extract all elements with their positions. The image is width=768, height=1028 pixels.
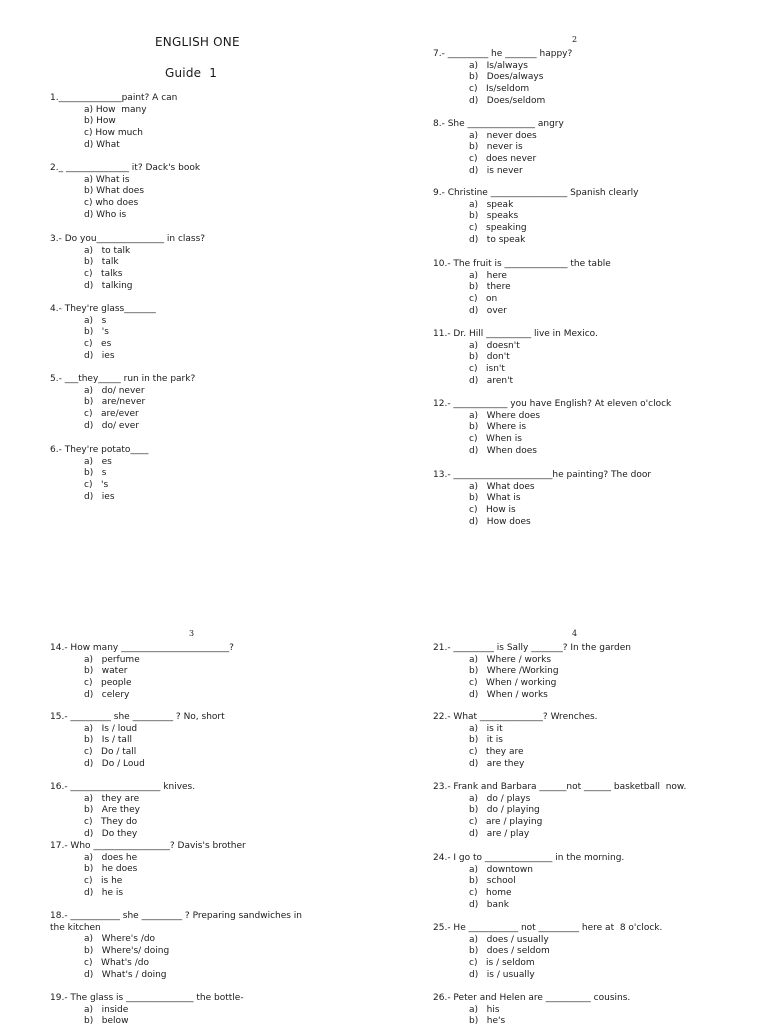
answer-option: b) do / playing: [469, 805, 540, 816]
answer-option: c) people: [84, 678, 132, 689]
answer-option: b) water: [84, 666, 128, 677]
answer-option: b) speaks: [469, 211, 519, 222]
answer-option: d) talking: [84, 280, 133, 291]
question-5: [50, 374, 195, 433]
answer-option: d) Do / Loud: [84, 758, 145, 769]
question-text: 15.- _________ she _________ ? No, short: [50, 712, 225, 722]
answer-option: d) to speak: [469, 234, 526, 245]
page-number: 4: [572, 629, 578, 638]
answer-option: b) Where /Working: [469, 666, 559, 677]
answer-option: a) is it: [469, 723, 503, 734]
answer-option: b) are/never: [84, 397, 146, 408]
answer-option: a) does he: [84, 852, 138, 863]
answer-option: c) on: [469, 294, 498, 305]
answer-option: a) Where does: [469, 410, 541, 421]
document-subtitle: Guide 1: [165, 66, 218, 80]
question-17: [50, 841, 246, 900]
answer-option: b) What is: [469, 493, 521, 504]
answer-option: b) Where's/ doing: [84, 946, 170, 957]
answer-option: c) How is: [469, 505, 516, 516]
answer-option: a) they are: [84, 793, 140, 804]
question-13: [433, 470, 651, 529]
answer-option: b) Is / tall: [84, 735, 132, 746]
question-9: [433, 188, 639, 247]
answer-option: c) who does: [84, 198, 139, 209]
answer-option: d) is / usually: [469, 969, 535, 980]
question-text: 21.- _________ is Sally _______? In the garden: [433, 643, 631, 653]
answer-option: c) they are: [469, 747, 524, 758]
document-title: ENGLISH ONE: [155, 35, 240, 49]
answer-option: a) never does: [469, 130, 537, 141]
answer-option: c) is he: [84, 876, 123, 887]
answer-option: b) never is: [469, 142, 523, 153]
answer-option: a) does / usually: [469, 934, 549, 945]
answer-option: c) 's: [84, 480, 109, 491]
question-text: 26.- Peter and Helen are __________ cousins.: [433, 993, 631, 1003]
answer-option: a) Where / works: [469, 654, 552, 665]
question-24: [433, 853, 624, 912]
answer-option: a) Is / loud: [84, 723, 138, 734]
question-text: 13.- ______________________he painting? The door: [433, 470, 652, 480]
answer-option: b) he's: [469, 1016, 506, 1027]
answer-option: a) es: [84, 456, 112, 467]
question-text: 7.- _________ he _______ happy?: [433, 49, 573, 59]
answer-option: d) What: [84, 139, 120, 150]
answer-option: a) perfume: [84, 654, 140, 665]
question-23: [433, 782, 686, 841]
answer-option: d) ies: [84, 350, 115, 361]
question-22: [433, 712, 598, 771]
question-2: [50, 163, 200, 222]
answer-option: a) inside: [84, 1004, 129, 1015]
answer-option: c) es: [84, 339, 112, 350]
question-text: 8.- She _______________ angry: [433, 119, 564, 129]
question-14: [50, 643, 234, 702]
answer-option: d) What's / doing: [84, 969, 167, 980]
answer-option: c) Do / tall: [84, 747, 137, 758]
question-16: [50, 782, 195, 841]
answer-option: d) over: [469, 305, 507, 316]
answer-option: d) When / works: [469, 689, 548, 700]
question-text: 2._ ______________ it? Dack's book: [50, 163, 201, 173]
answer-option: c) speaking: [469, 223, 527, 234]
answer-option: c) does never: [469, 154, 537, 165]
question-21: [433, 643, 631, 702]
answer-option: b) below: [84, 1016, 129, 1027]
answer-option: d) aren't: [469, 375, 514, 386]
answer-option: a) here: [469, 270, 507, 281]
answer-option: c) When / working: [469, 678, 557, 689]
answer-option: a) s: [84, 315, 107, 326]
question-6: [50, 445, 148, 504]
answer-option: b) don't: [469, 352, 510, 363]
question-15: [50, 712, 225, 771]
answer-option: c) When is: [469, 434, 522, 445]
answer-option: a) What does: [469, 481, 535, 492]
question-19: [50, 993, 244, 1028]
question-text: 24.- I go to _______________ in the morning.: [433, 853, 625, 863]
question-text: 25.- He ___________ not _________ here at 8 o'clock.: [433, 923, 663, 933]
answer-option: d) he is: [84, 887, 124, 898]
question-11: [433, 329, 598, 388]
answer-option: b) Does/always: [469, 72, 544, 83]
answer-option: b) talk: [84, 257, 119, 268]
question-text: 11.- Dr. Hill __________ live in Mexico.: [433, 329, 598, 339]
answer-option: d) bank: [469, 899, 509, 910]
answer-option: b) school: [469, 876, 516, 887]
page-number: 2: [572, 35, 578, 44]
question-text: 1.______________paint? A can: [50, 93, 178, 103]
answer-option: a) What is: [84, 174, 130, 185]
answer-option: b) s: [84, 468, 107, 479]
answer-option: c) are / playing: [469, 817, 543, 828]
answer-option: d) are they: [469, 758, 525, 769]
answer-option: c) They do: [84, 817, 138, 828]
answer-option: d) How does: [469, 516, 531, 527]
answer-option: b) Are they: [84, 805, 140, 816]
answer-option: a) Where's /do: [84, 934, 156, 945]
answer-option: c) are/ever: [84, 409, 139, 420]
question-text: 19.- The glass is _______________ the bottle-: [50, 993, 244, 1003]
question-7: [433, 49, 572, 108]
answer-option: a) doesn't: [469, 340, 520, 351]
answer-option: c) How much: [84, 128, 143, 139]
answer-option: d) When does: [469, 445, 537, 456]
question-text: 14.- How many ________________________?: [50, 643, 234, 653]
answer-option: d) ies: [84, 491, 115, 502]
answer-option: c) Is/seldom: [469, 84, 530, 95]
question-text: 5.- ___they_____ run in the park?: [50, 374, 196, 384]
question-3: [50, 234, 205, 293]
answer-option: b) How: [84, 116, 116, 127]
answer-option: c) isn't: [469, 364, 505, 375]
answer-option: c) home: [469, 888, 512, 899]
answer-option: a) to talk: [84, 245, 131, 256]
question-text: 6.- They're potato____: [50, 445, 149, 455]
question-12: [433, 399, 671, 458]
answer-option: c) What's /do: [84, 957, 149, 968]
question-26: [433, 993, 630, 1028]
answer-option: b) it is: [469, 735, 503, 746]
answer-option: c) is / seldom: [469, 958, 535, 969]
page-number: 3: [189, 629, 195, 638]
answer-option: b) What does: [84, 186, 145, 197]
question-text: 4.- They're glass_______: [50, 304, 156, 314]
question-1: [50, 93, 177, 152]
answer-option: a) speak: [469, 199, 514, 210]
question-8: [433, 119, 564, 178]
answer-option: d) do/ ever: [84, 420, 140, 431]
answer-option: b) Where is: [469, 422, 527, 433]
answer-option: a) How many: [84, 104, 147, 115]
answer-option: d) are / play: [469, 828, 530, 839]
question-text: 23.- Frank and Barbara ______not ______ basketball now.: [433, 782, 687, 792]
answer-option: b) does / seldom: [469, 946, 550, 957]
answer-option: b) there: [469, 282, 511, 293]
answer-option: d) is never: [469, 165, 523, 176]
answer-option: a) do/ never: [84, 385, 145, 396]
question-25: [433, 923, 662, 982]
question-text: 16.- ____________________ knives.: [50, 782, 196, 792]
question-text: 9.- Christine _________________ Spanish clearly: [433, 188, 639, 198]
answer-option: d) Who is: [84, 209, 127, 220]
question-text: 17.- Who _________________? Davis's brother: [50, 841, 246, 851]
question-text: 22.- What ______________? Wrenches.: [433, 712, 598, 722]
answer-option: d) Does/seldom: [469, 95, 546, 106]
answer-option: a) his: [469, 1004, 500, 1015]
question-text: 18.- ___________ she _________ ? Preparing sandwiches in the kitchen: [50, 911, 303, 933]
answer-option: a) Is/always: [469, 60, 528, 71]
answer-option: b) 's: [84, 327, 109, 338]
question-10: [433, 259, 611, 318]
question-text: 12.- ____________ you have English? At eleven o'clock: [433, 399, 672, 409]
answer-option: a) do / plays: [469, 793, 531, 804]
answer-option: c) talks: [84, 269, 123, 280]
answer-option: d) Do they: [84, 828, 138, 839]
answer-option: a) downtown: [469, 864, 533, 875]
answer-option: d) celery: [84, 689, 130, 700]
question-18: [50, 911, 302, 981]
question-text: 10.- The fruit is ______________ the table: [433, 259, 611, 269]
question-text: 3.- Do you_______________ in class?: [50, 234, 206, 244]
question-4: [50, 304, 156, 363]
answer-option: b) he does: [84, 864, 138, 875]
